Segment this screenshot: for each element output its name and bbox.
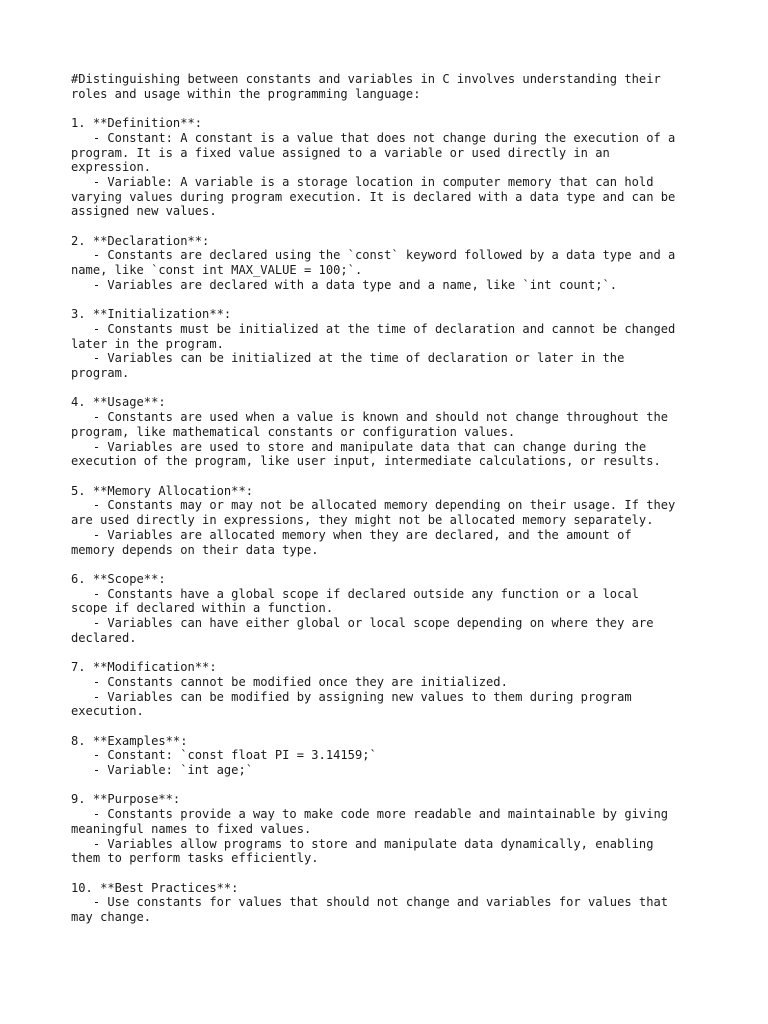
- document-body-text: #Distinguishing between constants and variables in C involves understanding their roles and usage within the programming language: 1. **Definition**: - Constant: A constant is a value that does not change during the execution of a program. It is a fixed value assigned to a variable or used directly in an expression. - Variable: A variable is a storage location in computer memory that can hold varying values during program execution. It is declared with a data type and can be assigned new values. 2. **Declaration**: - Constants are declared using the `const` keyword followed by a data type and a name, like `const int MAX_VALUE = 100;`. - Variables are declared with a data type and a name, like `int count;`. 3. **Initialization**: - Constants must be initialized at the time of declaration and cannot be changed later in the program. - Variables can be initialized at the time of declaration or later in the program. 4. **Usage**: - Constants are used when a value is known and should not change throughout the program, like mathematical constants or configuration values. - Variables are used to store and manipulate data that can change during the execution of the program, like user input, intermediate calculations, or results. 5. **Memory Allocation**: - Constants may or may not be allocated memory depending on their usage. If they are used directly in expressions, they might not be allocated memory separately. - Variables are allocated memory when they are declared, and the amount of memory depends on their data type. 6. **Scope**: - Constants have a global scope if declared outside any function or a local scope if declared within a function. - Variables can have either global or local scope depending on where they are declared. 7. **Modification**: - Constants cannot be modified once they are initialized. - Variables can be modified by assigning new values to them during program execution. 8. **Examples**: - Constant: `const float PI = 3.14159;` - Variable: `int age;` 9. **Purpose**: - Constants provide a way to make code more readable and maintainable by giving meaningful names to fixed values. - Variables allow programs to store and manipulate data dynamically, enabling them to perform tasks efficiently. 10. **Best Practices**: - Use constants for values that should not change and variables for values that may change.: [71, 72, 676, 925]
- document-page: [71, 72, 711, 925]
